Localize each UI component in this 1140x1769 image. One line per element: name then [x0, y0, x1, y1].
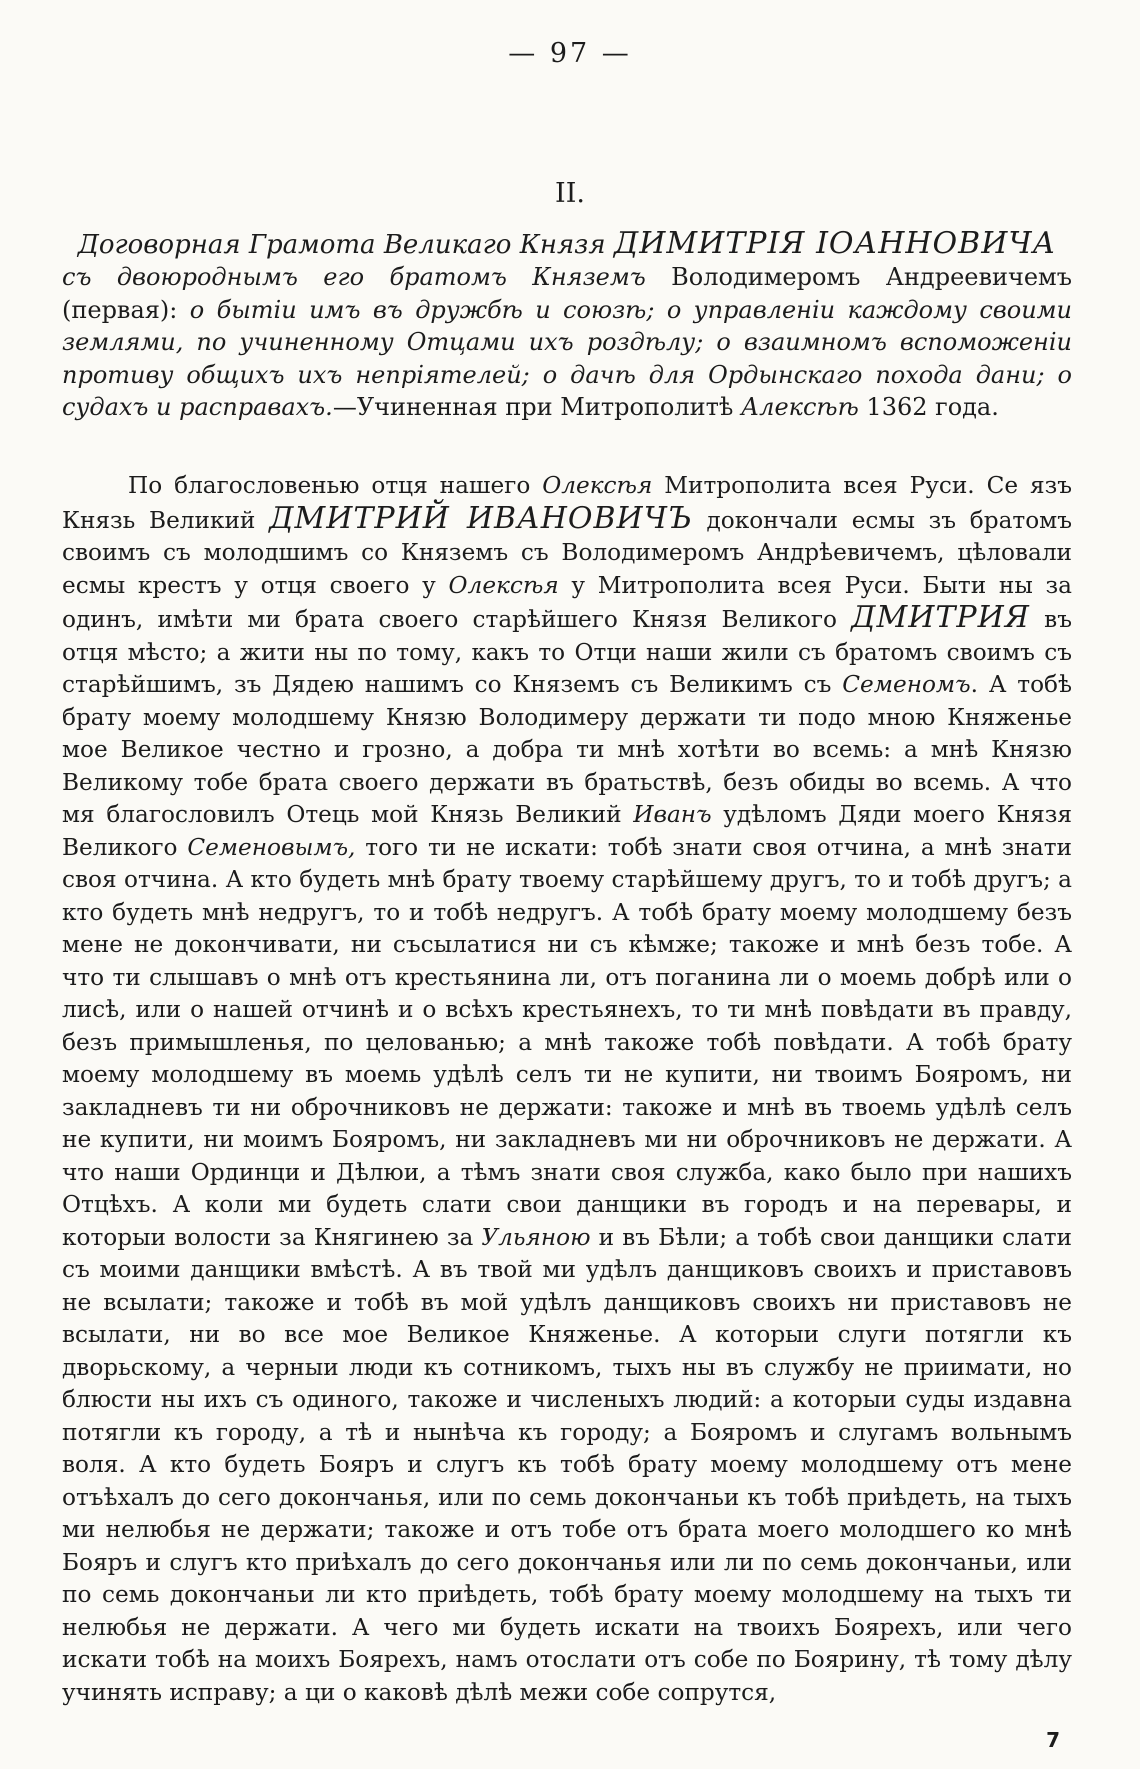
body-name: Семеновымъ, — [187, 833, 356, 861]
heading-text-5: Алексѣѣ — [741, 393, 859, 422]
body-name: Ульяною — [481, 1223, 591, 1251]
signature-mark: 7 — [1046, 1728, 1060, 1752]
body-text: у Митрополита всея Руси. Быти ны за одинъ, имѣти ми брата своего старѣйшего Князя Великого — [62, 571, 1072, 633]
body-text: Митрополита всея Руси. Се язъ Князь Великий — [62, 472, 1072, 534]
heading-text-4: —Учиненная при Митрополитѣ — [332, 393, 741, 422]
body-text: и въ Бѣли; а тобѣ свои данщики слати съ моими данщики вмѣстѣ. А въ твой ми удѣлъ данщиковъ своихъ и приставовъ не всылати; такоже и тобѣ въ мой удѣлъ данщиковъ своихъ ни приставовъ не всылати, ни во все мое Великое Княженье. А которыи слуги потягли къ дворьскому, а черныи люди къ сотникомъ, тыхъ ны въ службу не приимати, но блюсти ны ихъ съ одиного, такоже и численыхъ людий: а которыи суды издавна потягли къ городу, а тѣ и нынѣча къ городу; а Бояромъ и слугамъ вольнымъ воля. А кто будеть Бояръ и слугъ къ тобѣ брату моему молодшему отъ мене отъѣхалъ до сего докончанья, или по семь докончаньи къ тобѣ приѣдеть, на тыхъ ми нелюбья не держати; такоже и отъ тобе отъ брата моего молодшего ко мнѣ Бояръ и слугъ кто приѣхалъ до сего докончанья или ли по семь докончаньи, или по семь докончаньи ли кто приѣдеть, тобѣ брату моему молодшему на тыхъ ти нелюбья не держати. А чего ми будеть искати на твоихъ Боярехъ, или чего искати тобѣ на моихъ Боярехъ, намъ отослати отъ собе по Боярину, тѣ тому дѣлу учинять исправу; а ци о каковѣ дѣлѣ межи собе сопрутся, — [62, 1223, 1072, 1706]
body-name: Семеномъ — [842, 671, 971, 698]
body-text: . А тобѣ брату моему молодшему Князю Володимеру держати ти подо мною Княженье мое Великое честно и грозно, а добра ти мнѣ хотѣти во всемь: а мнѣ Князю Великому тобе брата своего держати въ братьствѣ, безъ обиды во всемь. А что мя благословилъ Отець мой Князь Великий — [62, 671, 1072, 828]
heading-title-name: ДИМИТРІЯ ІОАННОВИЧА — [613, 226, 1057, 261]
body-name-large: ДМИТРИЙ ИВАНОВИЧЪ — [269, 500, 693, 536]
section-numeral: II. — [555, 178, 585, 209]
body-text: того ти не искати: тобѣ знати своя отчина, а мнѣ знати своя отчина. А кто будеть мнѣ брату твоему старѣйшему другъ, то и тобѣ другъ; а кто будеть мнѣ недругъ, то и тобѣ недругъ. А тобѣ брату моему молодшему безъ мене не докончивати, ни съсылатися ни съ кѣмже; такоже и мнѣ безъ тобе. А что ти слышавъ о мнѣ отъ крестьянина ли, отъ поганина ли о моемь добрѣ или о лисѣ, или о нашей отчинѣ и о всѣхъ крестьянехъ, то ти мнѣ повѣдати въ правду, безъ примышленья, по целованью; а мнѣ такоже тобѣ повѣдати. А тобѣ брату моему молодшему въ моемь удѣлѣ селъ ти не купити, ни твоимъ Бояромъ, ни закладневъ ти ни оброчниковъ не держати: такоже и мнѣ въ твоемь удѣлѣ селъ не купити, ни моимъ Бояромъ, ни закладневъ ми ни оброчниковъ не держати. А что наши Ординци и Дѣлюи, а тѣмъ знати своя служба, како было при нашихъ Отцѣхъ. А коли ми будеть слати свои данщики въ городъ и на перевары, и которыи волости за Княгинею за — [62, 833, 1072, 1251]
heading-text-2: Володимеромъ Андреевичемъ (первая): — [62, 263, 1072, 324]
heading-title — [62, 228, 1072, 261]
document-body — [62, 470, 1072, 1709]
heading-text-1: съ двоюроднымъ его братомъ Княземъ — [62, 263, 646, 292]
document-heading — [62, 228, 1072, 423]
heading-text-3: о бытіи имъ въ дружбѣ и союзѣ; о управленіи каждому своими землями, по учиненному Отцами ихъ роздѣлу; о взаимномъ вспоможеніи противу общихъ ихъ непріятелей; о дачѣ для Ордынскаго похода дани; о судахъ и расправахъ. — [62, 295, 1073, 422]
body-name: Иванъ — [633, 801, 712, 828]
body-name-large: ДМИТРИЯ — [851, 600, 1030, 635]
body-text: удѣломъ Дяди моего Князя Великого — [62, 801, 1072, 861]
body-text: въ отця мѣсто; а жити ны по тому, какъ то Отци наши жили съ братомъ своимъ съ старѣйшимъ, зъ Дядею нашимъ со Княземъ съ Великимъ съ — [62, 606, 1072, 698]
body-name: Олексѣя — [448, 571, 559, 599]
body-text: По благословенью отця нашего — [128, 472, 543, 499]
heading-text-6: 1362 года. — [858, 393, 999, 422]
body-name: Олексѣя — [542, 472, 653, 499]
page-number: — 97 — — [508, 38, 632, 69]
body-text: докончали есмы зъ братомъ своимъ съ молодшимъ со Княземъ съ Володимеромъ Андрѣевичемъ, цѣловали есмы крестъ у отця своего у — [62, 506, 1072, 599]
heading-title-text: Договорная Грамота Великаго Князя — [77, 230, 614, 260]
